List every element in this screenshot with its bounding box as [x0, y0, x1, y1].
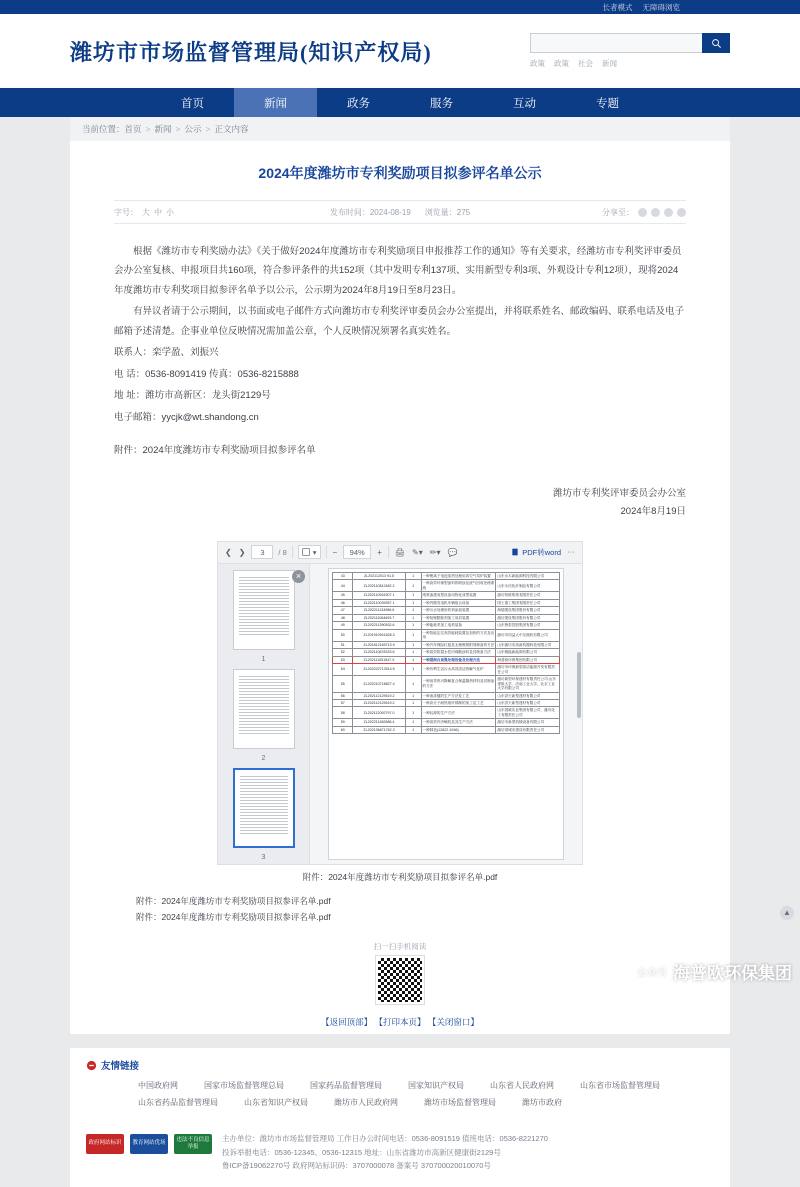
table-cell: ZL202211134986.6 — [353, 607, 405, 614]
table-cell: 1 — [405, 719, 421, 726]
table-row — [333, 607, 560, 614]
table-cell: 一种有利生活污水高效清洁热解气化炉 — [421, 664, 496, 676]
pdf-thumbnail-number: 3 — [261, 853, 266, 861]
font-size-medium-button[interactable]: 中 — [154, 207, 162, 217]
table-cell: 58 — [333, 707, 353, 719]
table-cell: 50 — [333, 629, 353, 641]
table-cell: 48 — [333, 614, 353, 621]
nav-item-topics[interactable]: 专题 — [596, 97, 619, 110]
table-cell: 51 — [333, 641, 353, 648]
table-row — [333, 699, 560, 706]
pdf-thumbnail-selected[interactable] — [233, 768, 295, 848]
pen-icon[interactable]: ✏▾ — [429, 547, 441, 557]
pdf-caption: 附件：2024年度潍坊市专利奖励项目拟参评名单.pdf — [302, 871, 498, 882]
friendly-links-header — [86, 1058, 714, 1072]
table-cell: 一种轻薄的生产方法 — [421, 707, 496, 719]
table-cell: 潍坊省城市建设有限责任公司 — [496, 726, 560, 733]
table-cell: 57 — [333, 699, 353, 706]
content-area — [0, 117, 800, 1187]
table-cell: 山东水木新能源科技有限公司 — [496, 572, 560, 579]
pdf-page-total: / 8 — [278, 547, 287, 557]
search-tag[interactable]: 政策 — [530, 59, 545, 68]
page-title: 2024年度潍坊市专利奖励项目拟参评名单公示 — [258, 165, 542, 181]
breadcrumb-item-notice[interactable]: 公示 — [184, 124, 202, 134]
table-cell: ZL202112129519.2 — [353, 692, 405, 699]
table-cell: 1 — [405, 649, 421, 656]
table-cell: 山东雅能新能源有限公司 — [496, 649, 560, 656]
site-title: 潍坊市市场监督管理局(知识产权局) — [70, 39, 432, 65]
article-paragraph: 有异议者请于公示期间，以书面或电子邮件方式向潍坊市专利奖评审委员会办公室提出，并将联系姓名、邮政编码、联系电话及电子邮箱予述清楚。企事业单位反映情况需加盖公章，个人反映情况须署名真实姓名。 — [114, 306, 685, 337]
table-cell: 潍坊市新型机械设备有限公司 — [496, 719, 560, 726]
table-cell: ZL202136671762.3 — [353, 726, 405, 733]
table-cell: 1 — [405, 592, 421, 599]
table-cell: 1 — [405, 622, 421, 629]
site-header — [0, 14, 800, 88]
elder-mode-link[interactable]: 长者模式 — [602, 2, 633, 12]
table-cell: 1 — [405, 580, 421, 592]
table-cell: ZL202111064693.7 — [353, 614, 405, 621]
table-cell: ZL202111051547.X — [353, 656, 405, 663]
footer-text — [222, 1132, 548, 1174]
pdf-viewer-wrap — [114, 541, 686, 865]
table-cell: 52 — [333, 649, 353, 656]
table-cell: 一种汽车保险杠板及无理维吸附剂制备的方法 — [422, 642, 495, 647]
table-cell: 一种制造(12822.1X66) — [421, 726, 496, 733]
table-cell: 潍坊新型环保建材有限责任公司,山东建筑大学、济南工业大学，北京工业大学有限公司 — [496, 676, 560, 692]
table-row — [333, 622, 560, 629]
qr-code-image — [376, 956, 424, 1004]
font-size-label: 字号： — [114, 207, 138, 217]
comment-icon[interactable]: 💬 — [447, 547, 458, 557]
contact-phone: 电 话：0536-8091419 传真：0536-8215888 — [114, 368, 299, 380]
table-row — [333, 641, 560, 648]
table-row — [333, 676, 560, 692]
nav-item-interaction[interactable]: 互动 — [513, 97, 536, 110]
search-tag[interactable]: 新闻 — [602, 59, 617, 68]
signature-org: 潍坊市专利奖评审委员会办公室 — [552, 487, 686, 499]
breadcrumb-separator: > — [175, 124, 181, 134]
table-cell: ZL201812169713.9 — [353, 641, 405, 648]
table-row — [333, 649, 560, 656]
attachment-list — [114, 893, 686, 925]
table-cell: 56 — [333, 692, 353, 699]
table-cell: 一种高分子耐热玻纤棉制的加工及工艺 — [421, 699, 496, 706]
table-cell: 潍坊市同益大中压缩机有限公司 — [496, 629, 560, 641]
table-cell: 一种铝锂膨胀剂加工用封装置 — [421, 614, 496, 621]
table-cell: ZL202211482686.4 — [353, 719, 405, 726]
print-page-link[interactable]: 【打印本页】 — [374, 1017, 426, 1028]
table-cell: 1 — [405, 614, 421, 621]
link-item[interactable]: 山东省人民政府网 — [490, 1081, 554, 1091]
font-size-large-button[interactable]: 大 — [142, 207, 150, 217]
link-icon — [86, 1060, 97, 1071]
table-row — [333, 572, 560, 579]
breadcrumb — [70, 117, 730, 141]
link-item[interactable]: 潍坊市政府 — [522, 1097, 562, 1107]
fit-page-icon — [302, 548, 310, 556]
more-icon[interactable]: ⋯ — [567, 547, 575, 557]
chevron-left-icon[interactable]: ❮ — [225, 547, 232, 557]
table-cell: 潍坊建设集团股份有限公司 — [496, 614, 560, 621]
watermark — [637, 959, 792, 984]
table-row — [333, 664, 560, 676]
watermark-text: 海普欧环保集团 — [673, 964, 792, 983]
edu-net-badge[interactable]: 教育网站优场 — [130, 1134, 168, 1154]
view-count: 浏览量：275 — [424, 207, 471, 217]
link-item[interactable]: 山东省药品监督管理局 — [138, 1097, 218, 1107]
table-cell: 潍坊恒联浆纸有限责任公司 — [496, 592, 560, 599]
link-item[interactable]: 国家市场监督管理总局 — [204, 1081, 284, 1091]
printer-icon[interactable]: 🖨 — [394, 547, 406, 557]
search-icon — [711, 38, 722, 49]
attachment-line: 附件：2024年度潍坊市专利奖励项目拟参评名单 — [114, 445, 316, 457]
footer-badges — [86, 1132, 212, 1154]
table-cell: ZL202222712514.5 — [353, 664, 405, 676]
friendly-links — [70, 1048, 730, 1124]
font-size-small-button[interactable]: 小 — [166, 207, 174, 217]
table-row — [333, 719, 560, 726]
table-body — [333, 572, 560, 734]
table-cell: ZL202211390532.6 — [353, 622, 405, 629]
close-window-link[interactable]: 【关闭窗口】 — [427, 1017, 479, 1028]
search-input[interactable] — [530, 33, 702, 53]
toolbar-divider — [388, 546, 389, 558]
pdf-file-icon — [511, 548, 519, 556]
watermark-small: 公众号 — [637, 968, 667, 979]
table-cell: 1 — [405, 664, 421, 676]
highlight-icon[interactable]: ✎▾ — [412, 547, 423, 557]
table-cell: 纸浆渗透成型设备用物化成型装置 — [421, 592, 496, 599]
table-cell: 国土重工集团有限责任公司 — [496, 599, 560, 606]
footer-line: 鲁ICP备19062270号 政府网站标识码：3707000078 备案号 370700020010070号 — [222, 1161, 491, 1171]
table-cell: 山东潍坊市高新机器科技有限公司 — [496, 641, 560, 648]
footer-line: 主办单位：潍坊市市场监督管理局 工作日办公时间电话：0536-8091519 值班电话：0536-8221270 — [222, 1133, 548, 1143]
pdf-scrollbar[interactable] — [577, 652, 581, 718]
link-item[interactable]: 潍坊市人民政府网 — [334, 1097, 398, 1107]
gov-site-badge[interactable]: 政府网站标识 — [86, 1134, 124, 1154]
search-hot-tags — [530, 58, 730, 69]
toolbar-divider — [292, 546, 293, 558]
breadcrumb-item-home[interactable]: 首页 — [124, 124, 142, 134]
table-row — [333, 599, 560, 606]
table-cell: 46 — [333, 599, 353, 606]
nav-item-government[interactable]: 政务 — [347, 97, 370, 110]
pdf-zoom-value[interactable]: 94% — [343, 545, 371, 559]
publish-time: 发布时间：2024-08-19 — [329, 207, 411, 217]
table-cell: 59 — [333, 719, 353, 726]
table-cell: 一种污水处理用药剂添加装置 — [421, 607, 496, 614]
arrow-up-icon[interactable]: ▲ — [780, 906, 794, 920]
chevron-down-icon: ▾ — [312, 547, 317, 557]
table-row — [333, 580, 560, 592]
table-cell: 一种内燃发电机车辆组合设备 — [421, 599, 496, 606]
table-cell: ZL202110039357.1 — [353, 599, 405, 606]
table-cell: ZL202110916307.1 — [353, 592, 405, 599]
table-cell: 一种油漆键的生产方法及工艺 — [421, 692, 496, 699]
signature-date: 2024年8月19日 — [620, 505, 686, 517]
table-cell: ZL202112092797.0 — [353, 707, 405, 719]
breadcrumb-separator: > — [205, 124, 211, 134]
breadcrumb-prefix: 当前位置： — [82, 124, 125, 134]
table-cell: 潍坊市环保新型清洁能源开发有限责任公司 — [496, 664, 560, 676]
attachment-item[interactable]: 附件：2024年度潍坊市专利奖励项目拟参评名单.pdf — [136, 895, 331, 906]
link-item[interactable]: 山东省知识产权局 — [244, 1097, 308, 1107]
main-nav — [0, 88, 800, 117]
table-cell: 一种锂离子电池加热处理用真空气氛炉装置 — [421, 572, 496, 579]
table-cell: 1 — [405, 726, 421, 733]
article-meta — [114, 200, 686, 224]
breadcrumb-item-current: 正文内容 — [214, 124, 249, 134]
link-item[interactable]: 潍坊市场监督管理局 — [424, 1097, 496, 1107]
table-cell: 山东鲁泰控股集团有限公司 — [496, 622, 560, 629]
back-to-top-link[interactable]: 【返回顶部】 — [321, 1017, 373, 1028]
table-cell: 1 — [405, 641, 421, 648]
table-cell: 一种能耗采加工电机装备 — [421, 622, 496, 629]
pdf-viewer[interactable] — [217, 541, 583, 865]
nav-item-news[interactable]: 新闻 — [234, 88, 317, 117]
table-cell: 49 — [333, 622, 353, 629]
article — [70, 141, 730, 1034]
search-tag[interactable]: 社会 — [578, 59, 593, 68]
pdf-fit-select[interactable] — [298, 545, 321, 559]
table-cell: ZL202112129519.2 — [353, 699, 405, 706]
pdf-toolbar — [218, 542, 582, 564]
table-cell: 山东国威实业集团有限公司，潍坊化工有限责任公司 — [496, 707, 560, 719]
friendly-links-rows — [86, 1078, 714, 1112]
patent-award-table — [332, 572, 560, 735]
table-cell: 一种高效环保型涂料的喷涂及废气回收处理系统 — [422, 581, 495, 590]
table-cell: 60 — [333, 726, 353, 733]
link-item[interactable]: 国家药品监督管理局 — [310, 1081, 382, 1091]
pdf-to-word-button[interactable] — [511, 547, 561, 558]
links-row — [86, 1095, 714, 1112]
table-cell: 55 — [333, 676, 353, 692]
table-cell: ZL201910941628.3 — [353, 629, 405, 641]
plus-icon[interactable]: + — [377, 547, 382, 557]
table-row — [333, 656, 560, 663]
minus-icon[interactable]: − — [332, 547, 338, 557]
table-cell: 54 — [333, 664, 353, 676]
chevron-right-icon[interactable]: ❯ — [238, 547, 246, 557]
table-cell: 1 — [405, 629, 421, 641]
toolbar-divider — [326, 546, 327, 558]
breadcrumb-item-news[interactable]: 新闻 — [154, 124, 172, 134]
table-row — [333, 614, 560, 621]
table-cell: 44 — [333, 580, 353, 592]
pdf-thumbnail[interactable] — [233, 570, 295, 650]
table-cell: 1 — [405, 707, 421, 719]
table-cell: 1 — [405, 699, 421, 706]
nav-item-home[interactable]: 首页 — [181, 97, 204, 110]
table-cell: 1 — [405, 676, 421, 692]
table-cell: 一种高效防腐水性丙烯酸涂料及其制备方法 — [421, 649, 496, 656]
top-utility-bar — [0, 0, 800, 14]
footer-line: 投诉举报电话：0536-12345、0536-12315 地址：山东省潍坊市高新区健康街2129号 — [222, 1147, 501, 1157]
pdf-body — [218, 564, 582, 864]
qr-caption: 扫一扫手机阅读 — [373, 942, 427, 952]
friendly-links-title: 友情链接 — [101, 1061, 140, 1073]
table-cell: 45 — [333, 592, 353, 599]
table-cell: ZL202112013 91.5 — [353, 572, 405, 579]
link-item[interactable]: 山东省市场监督管理局 — [580, 1081, 660, 1091]
table-cell: 一种高效内冷蜗机及其生产方法 — [421, 719, 496, 726]
pdf-to-word-label: PDF转word — [522, 547, 561, 557]
table-cell: 一种智能定位高效能耗装置及加热的方法及应用 — [422, 630, 495, 640]
search-button[interactable] — [702, 33, 730, 53]
article-paragraph: 根据《潍坊市专利奖励办法》《关于做好2024年度潍坊市专利奖励项目申报推荐工作的通知》等有关要求，经潍坊市专利奖评审委员会办公室复核、申报项目共160项，符合参评条件的共152项（其中发明专利137项、实用新型专利3项、外观设计专利12项），现将2024年度潍坊市专利奖项目拟参评名单予以公示，公示期为2024年8月19日至8月23日。 — [114, 246, 682, 296]
share-more-icon[interactable] — [677, 208, 686, 217]
table-cell: 1 — [405, 599, 421, 606]
article-signature — [114, 485, 686, 521]
table-cell: ZL202110812482.2 — [353, 580, 405, 592]
search-area — [530, 33, 730, 69]
table-cell: 1 — [405, 656, 421, 663]
table-cell: ZL202110878333.8 — [353, 649, 405, 656]
share-qq-icon[interactable] — [664, 208, 673, 217]
link-item[interactable]: 中国政府网 — [138, 1081, 178, 1091]
table-cell: 一种超细白炭黑处理设备及处理方法 — [421, 656, 496, 663]
report-illegal-badge[interactable]: 违法不良信息举报 — [174, 1134, 212, 1154]
table-cell: 山东洪天新型建材有限公司 — [496, 692, 560, 699]
share-label: 分享至： — [602, 207, 634, 217]
share-wechat-icon[interactable] — [651, 208, 660, 217]
pdf-page-view — [310, 564, 582, 864]
table-cell: 海普欧环保集团有限公司 — [496, 656, 560, 663]
links-row — [86, 1078, 714, 1095]
contact-email: 电子邮箱：yycjk@wt.shandong.cn — [114, 411, 259, 423]
table-row — [333, 629, 560, 641]
nav-item-service[interactable]: 服务 — [430, 97, 453, 110]
pdf-thumbnail-number: 2 — [261, 754, 266, 762]
table-cell: 山东洪天新型建材有限公司 — [496, 699, 560, 706]
table-row — [333, 707, 560, 719]
table-cell: 47 — [333, 607, 353, 614]
accessibility-link[interactable]: 无障碍浏览 — [642, 2, 680, 12]
contact-person: 联系人：栾学盈、刘振兴 — [114, 347, 219, 359]
pdf-page-sheet — [328, 568, 564, 860]
table-cell: 43 — [333, 572, 353, 579]
link-item[interactable]: 国家知识产权局 — [408, 1081, 464, 1091]
table-row — [333, 692, 560, 699]
table-row — [333, 592, 560, 599]
contact-address: 地 址：潍坊市高新区：龙头街2129号 — [114, 390, 271, 402]
article-actions — [114, 1016, 686, 1028]
attachment-item[interactable]: 附件：2024年度潍坊市专利奖励项目拟参评名单.pdf — [136, 911, 331, 922]
table-cell: 1 — [405, 607, 421, 614]
breadcrumb-separator: > — [145, 124, 151, 134]
share-weibo-icon[interactable] — [638, 208, 647, 217]
pdf-page-input[interactable]: 3 — [251, 545, 273, 559]
qr-block — [114, 941, 686, 1004]
table-cell: 海德建设集团股份有限公司 — [496, 607, 560, 614]
table-cell: ZL202210718827.4 — [353, 676, 405, 692]
pdf-thumbnail-number: 1 — [261, 655, 266, 663]
pdf-thumbnail[interactable] — [233, 669, 295, 749]
table-cell: 1 — [405, 572, 421, 579]
table-cell: 山东永信化纤制品有限公司 — [496, 580, 560, 592]
site-footer — [70, 1124, 730, 1187]
table-cell: 一种低导热可降解复合保温隔热材料及其制备的方法 — [421, 676, 496, 692]
table-cell: 1 — [405, 692, 421, 699]
search-tag[interactable]: 政策 — [554, 59, 569, 68]
pdf-thumbnail-panel[interactable] — [218, 564, 310, 864]
table-cell: 53 — [333, 656, 353, 663]
article-body — [114, 224, 686, 461]
table-row — [333, 726, 560, 733]
close-icon[interactable]: × — [292, 570, 305, 583]
